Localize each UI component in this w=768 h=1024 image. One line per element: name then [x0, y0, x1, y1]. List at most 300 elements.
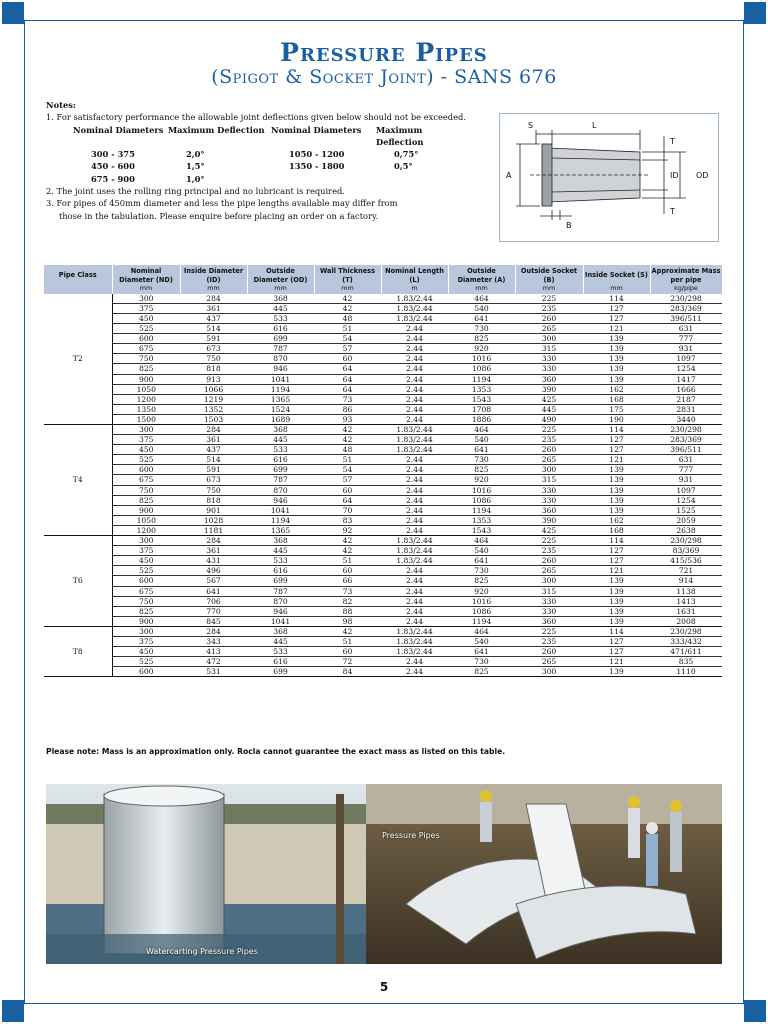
table-cell: 139 [583, 344, 650, 354]
table-cell: 57 [314, 475, 381, 485]
header-cell: Approximate Mass per pipe [651, 267, 721, 284]
table-cell: 1200 [112, 525, 180, 535]
table-cell: 230/298 [650, 626, 722, 636]
table-cell: 533 [247, 445, 314, 455]
table-cell: 2.44 [381, 374, 448, 384]
right-photo [366, 784, 722, 964]
table-cell: 525 [112, 455, 180, 465]
unit-cell: m [381, 284, 448, 294]
table-cell: 706 [180, 596, 247, 606]
table-row [44, 313, 722, 323]
table-cell: 600 [112, 334, 180, 344]
table-cell: 51 [314, 455, 381, 465]
table-cell: 127 [583, 556, 650, 566]
table-cell: 1194 [247, 384, 314, 394]
table-cell: 730 [448, 657, 515, 667]
table-cell: 900 [112, 374, 180, 384]
table-cell: 1353 [448, 515, 515, 525]
table-cell: 721 [650, 566, 722, 576]
table-cell: 425 [515, 394, 583, 404]
table-cell: 284 [180, 626, 247, 636]
table-cell: 1050 [112, 515, 180, 525]
deflection-cell: 2,0° [186, 149, 205, 160]
note-3-cont: those in the tabulation. Please enquire before placing an order on a factory. [59, 210, 379, 221]
table-cell: 127 [583, 445, 650, 455]
deflection-cell: 0,75° [394, 149, 419, 160]
table-cell: 2.44 [381, 394, 448, 404]
table-cell: 825 [112, 364, 180, 374]
table-cell: 2.44 [381, 384, 448, 394]
table-cell: 42 [314, 546, 381, 556]
table-cell: 1524 [247, 404, 314, 414]
table-cell: 787 [247, 586, 314, 596]
table-cell: 225 [515, 294, 583, 304]
table-cell: 1543 [448, 394, 515, 404]
table-cell: 699 [247, 334, 314, 344]
table-cell: 1.83/2.44 [381, 435, 448, 445]
deflection-header [46, 124, 486, 149]
table-cell: 1016 [448, 596, 515, 606]
table-cell: 70 [314, 505, 381, 515]
table-cell: 673 [180, 344, 247, 354]
pipe-specification-table [44, 265, 723, 677]
table-cell: 190 [583, 414, 650, 424]
table-cell: 1.83/2.44 [381, 636, 448, 646]
table-cell: 533 [247, 556, 314, 566]
page-number: 5 [379, 980, 389, 994]
table-cell: 139 [583, 334, 650, 344]
table-cell: 1200 [112, 394, 180, 404]
table-cell: 139 [583, 485, 650, 495]
table-cell: 931 [650, 344, 722, 354]
table-cell: 631 [650, 324, 722, 334]
table-cell: 946 [247, 495, 314, 505]
table-cell: 870 [247, 596, 314, 606]
table-cell: 42 [314, 303, 381, 313]
table-cell: 631 [650, 455, 722, 465]
table-cell: 139 [583, 475, 650, 485]
table-cell: 2.44 [381, 566, 448, 576]
table-cell: 225 [515, 626, 583, 636]
table-row [44, 425, 722, 435]
table-cell: 168 [583, 525, 650, 535]
table-cell: 375 [112, 546, 180, 556]
table-cell: 2.44 [381, 404, 448, 414]
deflection-cell [376, 173, 456, 185]
table-cell: 2.44 [381, 465, 448, 475]
table-row [44, 657, 722, 667]
table-cell: 368 [247, 294, 314, 304]
table-cell: 450 [112, 313, 180, 323]
table-cell: 901 [180, 505, 247, 515]
table-row [44, 414, 722, 424]
header-cell: Wall Thickness (T) [314, 265, 381, 284]
deflection-cell: 450 - 600 [91, 161, 135, 172]
deflection-header-cell: Nominal Diameters [73, 124, 164, 135]
table-cell: 2059 [650, 515, 722, 525]
unit-cell: mm [448, 284, 515, 294]
table-cell: 42 [314, 294, 381, 304]
table-row [44, 647, 722, 657]
table-row [44, 475, 722, 485]
table-cell: 1.83/2.44 [381, 313, 448, 323]
table-cell: 84 [314, 667, 381, 677]
table-row [44, 616, 722, 626]
table-cell: 464 [448, 294, 515, 304]
table-cell: 48 [314, 313, 381, 323]
table-cell: 1097 [650, 354, 722, 364]
table-cell: 825 [448, 465, 515, 475]
dim-label-od: OD [696, 171, 709, 180]
table-cell: 361 [180, 303, 247, 313]
table-cell: 1.83/2.44 [381, 647, 448, 657]
table-row [44, 596, 722, 606]
table-cell: 777 [650, 334, 722, 344]
table-cell: 1503 [180, 414, 247, 424]
table-cell: 139 [583, 576, 650, 586]
table-row [44, 576, 722, 586]
table-cell: 315 [515, 344, 583, 354]
table-cell: 464 [448, 626, 515, 636]
dim-label-l: L [592, 121, 597, 130]
table-cell: 1194 [448, 374, 515, 384]
table-cell: 360 [515, 505, 583, 515]
table-cell: 870 [247, 485, 314, 495]
table-cell: 2831 [650, 404, 722, 414]
table-cell: 343 [180, 636, 247, 646]
table-cell: 300 [515, 576, 583, 586]
table-cell: 54 [314, 465, 381, 475]
table-cell: 121 [583, 657, 650, 667]
table-cell: 1886 [448, 414, 515, 424]
dim-label-b: B [566, 221, 572, 230]
table-cell: 1.83/2.44 [381, 294, 448, 304]
table-cell: 139 [583, 616, 650, 626]
table-cell: 2.44 [381, 586, 448, 596]
table-cell: 1413 [650, 596, 722, 606]
table-row [44, 334, 722, 344]
table-cell: 2.44 [381, 616, 448, 626]
table-cell: 1194 [247, 515, 314, 525]
table-cell: 375 [112, 435, 180, 445]
dim-label-s: S [528, 121, 534, 130]
corner-decoration [2, 2, 24, 24]
table-cell: 415/536 [650, 556, 722, 566]
table-cell: 121 [583, 455, 650, 465]
table-cell: 2.44 [381, 334, 448, 344]
table-row [44, 384, 722, 394]
table-cell: 225 [515, 536, 583, 546]
table-row [44, 394, 722, 404]
corner-decoration [2, 1000, 24, 1022]
table-cell: 330 [515, 495, 583, 505]
table-cell: 368 [247, 536, 314, 546]
table-cell: 139 [583, 586, 650, 596]
table-cell: 2.44 [381, 414, 448, 424]
table-cell: 1500 [112, 414, 180, 424]
table-cell: 1028 [180, 515, 247, 525]
table-cell: 375 [112, 636, 180, 646]
table-cell: 900 [112, 505, 180, 515]
table-cell: 913 [180, 374, 247, 384]
table-cell: 235 [515, 636, 583, 646]
table-cell: 168 [583, 394, 650, 404]
table-cell: 92 [314, 525, 381, 535]
table-cell: 445 [247, 435, 314, 445]
table-cell: 260 [515, 313, 583, 323]
table-cell: 2.44 [381, 515, 448, 525]
table-cell: 64 [314, 384, 381, 394]
table-cell: 514 [180, 455, 247, 465]
deflection-cell: 1050 - 1200 [289, 149, 345, 160]
notes-section [46, 99, 486, 222]
table-cell: 396/511 [650, 313, 722, 323]
table-cell: 920 [448, 344, 515, 354]
note-1: 1. For satisfactory performance the allowable joint deflections given below should not be exceeded. [46, 112, 466, 123]
table-cell: 51 [314, 324, 381, 334]
table-row [44, 525, 722, 535]
table-cell: 114 [583, 626, 650, 636]
table-cell: 1066 [180, 384, 247, 394]
table-cell: 450 [112, 445, 180, 455]
table-cell: 235 [515, 546, 583, 556]
table-cell: 1353 [448, 384, 515, 394]
table-cell: 2.44 [381, 485, 448, 495]
table-units-row [44, 284, 722, 294]
table-cell: 777 [650, 465, 722, 475]
table-cell: 845 [180, 616, 247, 626]
table-row [44, 374, 722, 384]
table-cell: 230/298 [650, 425, 722, 435]
table-cell: 127 [583, 313, 650, 323]
table-cell: 315 [515, 586, 583, 596]
deflection-header-cell: Nominal Diameters [271, 124, 362, 135]
table-cell: 946 [247, 364, 314, 374]
table-cell: 98 [314, 616, 381, 626]
photo-strip [46, 784, 722, 964]
table-cell: 673 [180, 475, 247, 485]
table-cell: 51 [314, 556, 381, 566]
table-cell: 540 [448, 546, 515, 556]
table-cell: 1.83/2.44 [381, 445, 448, 455]
table-cell: 265 [515, 657, 583, 667]
table-header-row [44, 265, 722, 284]
table-cell: 445 [247, 303, 314, 313]
table-cell: 445 [515, 404, 583, 414]
table-cell: 946 [247, 606, 314, 616]
table-cell: 114 [583, 425, 650, 435]
table-cell: 2.44 [381, 455, 448, 465]
table-cell: 1086 [448, 606, 515, 616]
table-row [44, 556, 722, 566]
table-cell: 284 [180, 536, 247, 546]
table-cell: 1.83/2.44 [381, 626, 448, 636]
table-cell: 1050 [112, 384, 180, 394]
table-cell: 750 [180, 485, 247, 495]
table-cell: 360 [515, 616, 583, 626]
table-cell: 931 [650, 475, 722, 485]
table-cell: 1631 [650, 606, 722, 616]
table-cell: 300 [112, 536, 180, 546]
table-cell: 390 [515, 384, 583, 394]
table-cell: 396/511 [650, 445, 722, 455]
table-cell: 139 [583, 354, 650, 364]
table-cell: 73 [314, 394, 381, 404]
table-cell: 64 [314, 364, 381, 374]
table-cell: 699 [247, 576, 314, 586]
header-cell: Outside Diameter (A) [448, 265, 515, 284]
table-row [44, 586, 722, 596]
table-cell: 2.44 [381, 596, 448, 606]
table-cell: 139 [583, 374, 650, 384]
table-cell: 2.44 [381, 324, 448, 334]
table-cell: 360 [515, 374, 583, 384]
note-2: 2. The joint uses the rolling ring principal and no lubricant is required. [46, 186, 346, 197]
table-cell: 390 [515, 515, 583, 525]
deflection-cell: 1,5° [186, 161, 205, 172]
table-cell: 333/432 [650, 636, 722, 646]
table-body [44, 294, 722, 677]
table-cell: 1254 [650, 495, 722, 505]
table-cell: 48 [314, 445, 381, 455]
table-cell: 260 [515, 647, 583, 657]
deflection-row [46, 173, 486, 185]
table-cell: 42 [314, 425, 381, 435]
table-cell: 225 [515, 425, 583, 435]
table-cell: 88 [314, 606, 381, 616]
pipe-joint-svg [500, 114, 720, 243]
corner-decoration [744, 2, 766, 24]
table-cell: 825 [448, 334, 515, 344]
table-cell: 750 [112, 485, 180, 495]
header-cell: Inside Diameter (ID) [180, 265, 247, 284]
table-cell: 42 [314, 536, 381, 546]
table-cell: 1138 [650, 586, 722, 596]
table-cell: 787 [247, 344, 314, 354]
table-cell: 315 [515, 475, 583, 485]
table-cell: 260 [515, 445, 583, 455]
table-cell: 368 [247, 626, 314, 636]
table-cell: 121 [583, 324, 650, 334]
table-row [44, 303, 722, 313]
table-cell: 139 [583, 495, 650, 505]
header-cell: Nominal Diameter (ND) [112, 265, 180, 284]
table-cell: 2.44 [381, 354, 448, 364]
table-cell: 127 [583, 435, 650, 445]
table-cell: 540 [448, 435, 515, 445]
table-cell: 283/369 [650, 435, 722, 445]
table-cell: 431 [180, 556, 247, 566]
table-cell: 1097 [650, 485, 722, 495]
pipe-class-cell: T2 [44, 294, 112, 425]
note-3: 3. For pipes of 450mm diameter and less the pipe lengths available may differ from [46, 198, 398, 209]
table-cell: 750 [112, 596, 180, 606]
table-cell: 2638 [650, 525, 722, 535]
table-cell: 1708 [448, 404, 515, 414]
unit-cell: mm [583, 284, 650, 294]
deflection-header-cell: Maximum Deflection [376, 124, 424, 147]
table-row [44, 566, 722, 576]
table-cell: 675 [112, 344, 180, 354]
table-cell: 265 [515, 324, 583, 334]
table-row [44, 485, 722, 495]
unit-cell: mm [314, 284, 381, 294]
table-row [44, 667, 722, 677]
table-cell: 2.44 [381, 525, 448, 535]
table-cell: 445 [247, 546, 314, 556]
table-cell: 139 [583, 667, 650, 677]
table-cell: 1086 [448, 495, 515, 505]
table-cell: 127 [583, 303, 650, 313]
deflection-cell: 0,5° [394, 161, 413, 172]
site-photos [46, 784, 722, 964]
table-cell: 641 [448, 445, 515, 455]
table-cell: 675 [112, 475, 180, 485]
table-cell: 641 [448, 647, 515, 657]
deflection-cell: 675 - 900 [91, 173, 135, 184]
table-cell: 2.44 [381, 657, 448, 667]
table-cell: 162 [583, 384, 650, 394]
table-row [44, 455, 722, 465]
table-cell: 818 [180, 364, 247, 374]
deflection-cell: 300 - 375 [91, 149, 135, 160]
table-cell: 60 [314, 354, 381, 364]
table-row [44, 354, 722, 364]
table-cell: 464 [448, 536, 515, 546]
table-cell: 699 [247, 465, 314, 475]
header-cell: Nominal Length (L) [381, 265, 448, 284]
table-row [44, 636, 722, 646]
table-cell: 472 [180, 657, 247, 667]
table-cell: 83 [314, 515, 381, 525]
table-cell: 1.83/2.44 [381, 303, 448, 313]
table-cell: 540 [448, 303, 515, 313]
table-cell: 64 [314, 495, 381, 505]
table-cell: 139 [583, 364, 650, 374]
table-cell: 2.44 [381, 495, 448, 505]
table-cell: 86 [314, 404, 381, 414]
table-cell: 525 [112, 324, 180, 334]
table-row [44, 324, 722, 334]
unit-cell: mm [515, 284, 583, 294]
table-cell: 787 [247, 475, 314, 485]
table-cell: 60 [314, 485, 381, 495]
table-row [44, 515, 722, 525]
table-cell: 1219 [180, 394, 247, 404]
pipe-class-cell: T6 [44, 536, 112, 627]
table-cell: 750 [112, 354, 180, 364]
table-cell: 300 [112, 294, 180, 304]
table-cell: 139 [583, 465, 650, 475]
table-cell: 114 [583, 536, 650, 546]
page-subtitle: (Spigot & Socket Joint) - SANS 676 [211, 66, 557, 88]
table-cell: 1689 [247, 414, 314, 424]
pipe-class-cell: T4 [44, 425, 112, 536]
table-cell: 2.44 [381, 576, 448, 586]
table-cell: 540 [448, 636, 515, 646]
table-cell: 1.83/2.44 [381, 556, 448, 566]
table-cell: 567 [180, 576, 247, 586]
table-cell: 66 [314, 576, 381, 586]
pipe-joint-diagram [499, 113, 719, 242]
table-cell: 437 [180, 445, 247, 455]
table-cell: 413 [180, 647, 247, 657]
table-cell: 514 [180, 324, 247, 334]
table-cell: 818 [180, 495, 247, 505]
table-cell: 1417 [650, 374, 722, 384]
table-cell: 1543 [448, 525, 515, 535]
table-cell: 1016 [448, 485, 515, 495]
